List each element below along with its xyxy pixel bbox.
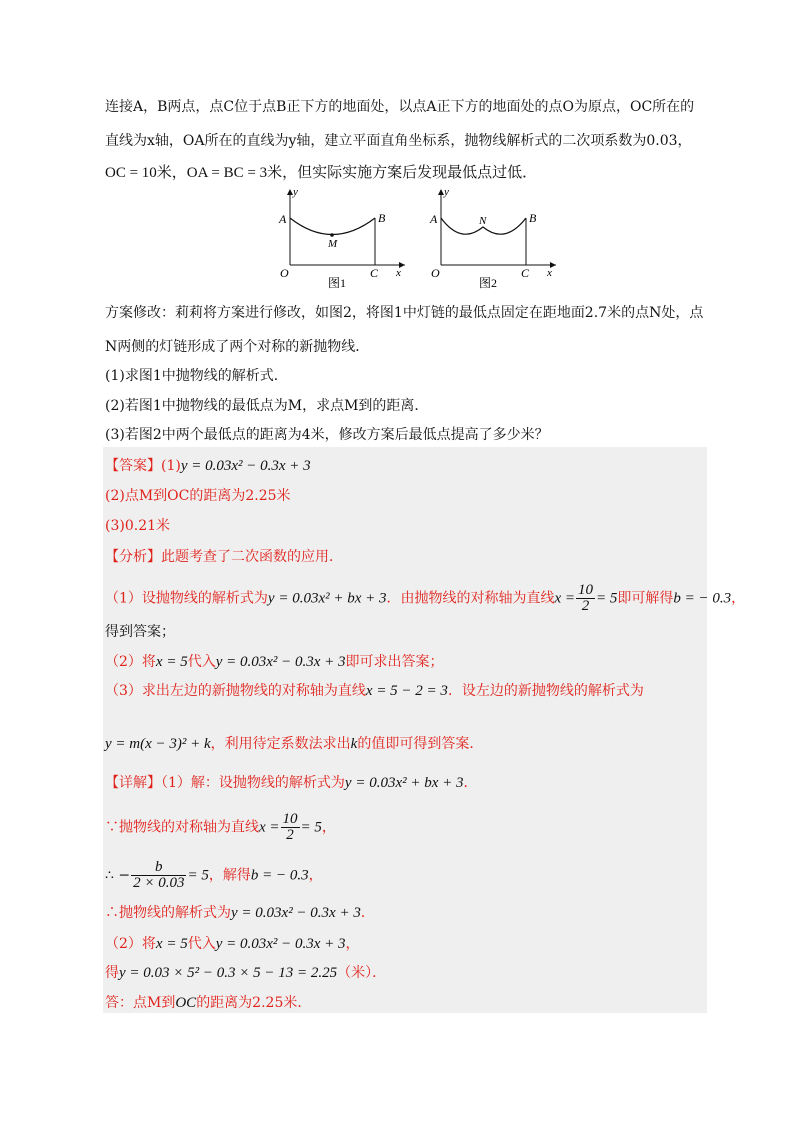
fig2-y-label: y	[444, 186, 449, 198]
answer-1-formula: y = 0.03x² − 0.3x + 3	[180, 458, 311, 474]
answer-line-2: (2)点M到OC的距离为2.25米	[105, 488, 291, 504]
answer-tag: 【答案】	[105, 458, 161, 474]
analysis-tag: 【分析】	[105, 549, 161, 565]
detail-line-3: ∴ − $\frac{b}{2 \times 0.03}$ = 5，解得b = − 0.3，	[105, 859, 323, 891]
fraction-10-over-2-detail: $\frac{10}{2}$	[282, 811, 298, 843]
figure-2	[426, 183, 566, 291]
analysis-line-3: （3）求出左边的新抛物线的对称轴为直线x = 5 − 2 = 3．设左边的新抛物线的解析式为	[105, 683, 644, 699]
detail-line-5: （2）将x = 5代入y = 0.03x² − 0.3x + 3，	[105, 936, 360, 952]
fraction-10-over-2: $\frac{10}{2}$	[578, 582, 594, 614]
detail-line-6: 得y = 0.03 × 5² − 0.3 × 5 − 13 = 2.25（米）．	[105, 965, 387, 981]
problem-line-1: 连接A，B两点，点C位于点B正下方的地面处，以点A正下方的地面处的点O为原点，OC所在的	[105, 99, 695, 115]
analysis-text: 此题考查了二次函数的应用．	[161, 549, 343, 565]
analysis-header	[105, 547, 343, 567]
problem-line-3: OC = 10米，OA = BC = 3米，但实际实施方案后发现最低点过低．	[105, 165, 538, 181]
analysis-line-2: （2）将x = 5代入y = 0.03x² − 0.3x + 3即可求出答案；	[105, 654, 444, 670]
fig2-point-c: C	[521, 266, 530, 280]
fig1-x-label: x	[396, 267, 401, 279]
problem-line-2: 直线为x轴，OA所在的直线为y轴，建立平面直角坐标系，抛物线解析式的二次项系数为0.03，	[105, 133, 692, 149]
answer-background	[103, 447, 707, 1013]
detail-line-7: 答：点M到OC的距离为2.25米．	[105, 995, 312, 1011]
fig2-point-o: O	[431, 266, 440, 280]
analysis-line-1b: 得到答案；	[105, 624, 175, 640]
question-3: (3)若图2中两个最低点的距离为4米，修改方案后最低点提高了多少米？	[105, 427, 549, 443]
fig2-x-label: x	[547, 267, 552, 279]
fig2-point-a: A	[430, 212, 438, 226]
detail-line-2: ∵抛物线的对称轴为直线x = $\frac{10}{2}$ = 5，	[105, 811, 336, 843]
figure-1	[275, 183, 415, 291]
answer-line-1: 【答案】(1)y = 0.03x² − 0.3x + 3	[105, 458, 311, 474]
fraction-b-over-2x003: $\frac{b}{2 \times 0.03}$	[133, 859, 185, 891]
fig1-point-m: M	[328, 238, 338, 250]
question-1: (1)求图1中抛物线的解析式．	[105, 368, 288, 384]
problem-line-4: 方案修改：莉莉将方案进行修改，如图2，将图1中灯链的最低点固定在距地面2.7米的点N处，点	[105, 305, 704, 321]
fig1-y-label: y	[293, 186, 298, 198]
fig1-point-b: B	[378, 211, 386, 225]
analysis-line-3b: y = m(x − 3)² + k，利用待定系数法求出k的值即可得到答案．	[105, 736, 484, 752]
fig2-caption: 图2	[479, 276, 498, 290]
analysis-line-1: （1）设抛物线的解析式为y = 0.03x² + bx + 3．由抛物线的对称轴为直线x = $\frac{10}{2}$ = 5即可解得b = − 0.3，	[105, 582, 746, 614]
fig2-point-n: N	[479, 215, 487, 227]
fig1-point-o: O	[280, 266, 289, 280]
fig2-point-b: B	[529, 211, 537, 225]
detail-tag: 【详解】	[105, 775, 161, 791]
answer-line-3: (3)0.21米	[105, 518, 171, 534]
fig1-point-a: A	[279, 212, 287, 226]
detail-line-4: ∴抛物线的解析式为y = 0.03x² − 0.3x + 3．	[105, 905, 375, 921]
question-2: (2)若图1中抛物线的最低点为M，求点M到的距离．	[105, 398, 429, 414]
fig1-caption: 图1	[328, 276, 347, 290]
problem-line-5: N两侧的灯链形成了两个对称的新抛物线．	[105, 339, 370, 355]
detail-line-1: 【详解】（1）解：设抛物线的解析式为y = 0.03x² + bx + 3．	[105, 775, 478, 791]
fig1-point-c: C	[370, 266, 379, 280]
